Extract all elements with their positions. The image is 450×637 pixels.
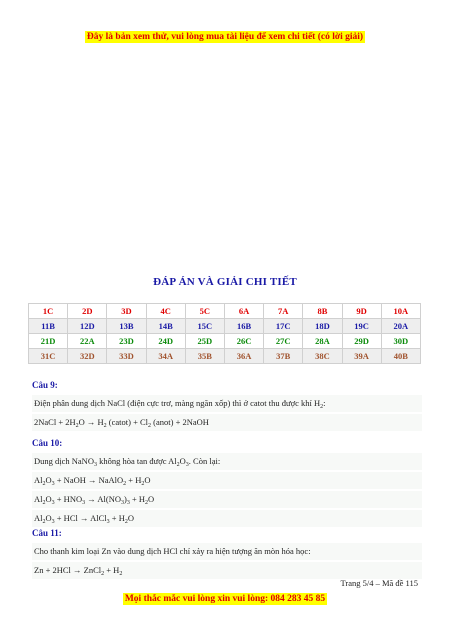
answer-row [29, 349, 421, 364]
answer-cell: 15C [185, 319, 224, 334]
equation-line: $Al_2O_3$ + NaOH → NaAlO$_2$ + $H_2O$ [32, 472, 422, 489]
answer-row [29, 334, 421, 349]
question-10 [32, 438, 422, 529]
answer-cell: 20A [381, 319, 420, 334]
question-line: Cho thanh kim loại Zn vào dung dịch HCl chỉ xảy ra hiện tượng ăn mòn hóa học: [32, 543, 422, 560]
answer-cell: 26C [224, 334, 263, 349]
answer-cell: 35B [185, 349, 224, 364]
equation-line: 2NaCl + $2H_2O \to H_2$ (catot) + $Cl_2$ (anot) + 2NaOH [32, 414, 422, 431]
answer-cell: 11B [29, 319, 68, 334]
answer-cell: 5C [185, 304, 224, 319]
answer-cell: 25D [185, 334, 224, 349]
answer-cell: 32D [68, 349, 107, 364]
answer-cell: 39A [342, 349, 381, 364]
answer-key-table [28, 303, 421, 364]
answer-cell: 23D [107, 334, 146, 349]
answer-cell: 29D [342, 334, 381, 349]
answer-cell: 14B [146, 319, 185, 334]
equation-line: $Al_2O_3 + HNO_3 \to Al(NO_3)_3 + H_2O$ [32, 491, 422, 508]
preview-banner [0, 26, 450, 44]
answer-cell: 31C [29, 349, 68, 364]
preview-banner-text: Đây là bản xem thử, vui lòng mua tài liệu để xem chi tiết (có lời giải) [86, 32, 364, 42]
contact-banner [0, 588, 450, 606]
answer-cell: 37B [264, 349, 303, 364]
answer-cell: 7A [264, 304, 303, 319]
answer-cell: 6A [224, 304, 263, 319]
answer-cell: 18D [303, 319, 342, 334]
answer-cell: 34A [146, 349, 185, 364]
answer-cell: 13B [107, 319, 146, 334]
answer-cell: 10A [381, 304, 420, 319]
answer-cell: 8B [303, 304, 342, 319]
answer-cell: 9D [342, 304, 381, 319]
answer-cell: 3D [107, 304, 146, 319]
equation-line: $Al_2O_3$ + HCl → AlCl$_3$ + $H_2O$ [32, 510, 422, 527]
question-line: Điện phân dung dịch NaCl (điện cực trơ, màng ngăn xốp) thì ở catot thu được khí $H_2$: [32, 395, 422, 412]
answer-cell: 12D [68, 319, 107, 334]
answer-cell: 33D [107, 349, 146, 364]
answer-cell: 24D [146, 334, 185, 349]
answer-cell: 22A [68, 334, 107, 349]
question-line: Dung dịch NaNO$_3$ không hòa tan được $Al_2O_3$. Còn lại: [32, 453, 422, 470]
question-title: Câu 11: [32, 528, 62, 538]
question-title: Câu 9: [32, 380, 58, 390]
answer-row [29, 304, 421, 319]
answer-cell: 40B [381, 349, 420, 364]
answer-cell: 36A [224, 349, 263, 364]
equation-line: Zn + 2HCl → ZnCl$_2$ + $H_2$ [32, 562, 422, 579]
page-number: Trang 5/4 – Mã đề 115 [340, 578, 418, 588]
answer-cell: 16B [224, 319, 263, 334]
answer-cell: 38C [303, 349, 342, 364]
section-title: ĐÁP ÁN VÀ GIẢI CHI TIẾT [153, 276, 297, 288]
answer-cell: 19C [342, 319, 381, 334]
answer-cell: 30D [381, 334, 420, 349]
answer-cell: 1C [29, 304, 68, 319]
contact-banner-text: Mọi thắc mắc vui lòng xin vui lòng: 084 283 45 85 [124, 594, 326, 604]
answer-cell: 28A [303, 334, 342, 349]
answer-cell: 2D [68, 304, 107, 319]
question-11 [32, 528, 422, 581]
answer-cell: 4C [146, 304, 185, 319]
question-9 [32, 380, 422, 433]
answer-cell: 21D [29, 334, 68, 349]
answer-row [29, 319, 421, 334]
answer-cell: 27C [264, 334, 303, 349]
answer-cell: 17C [264, 319, 303, 334]
question-title: Câu 10: [32, 438, 63, 448]
